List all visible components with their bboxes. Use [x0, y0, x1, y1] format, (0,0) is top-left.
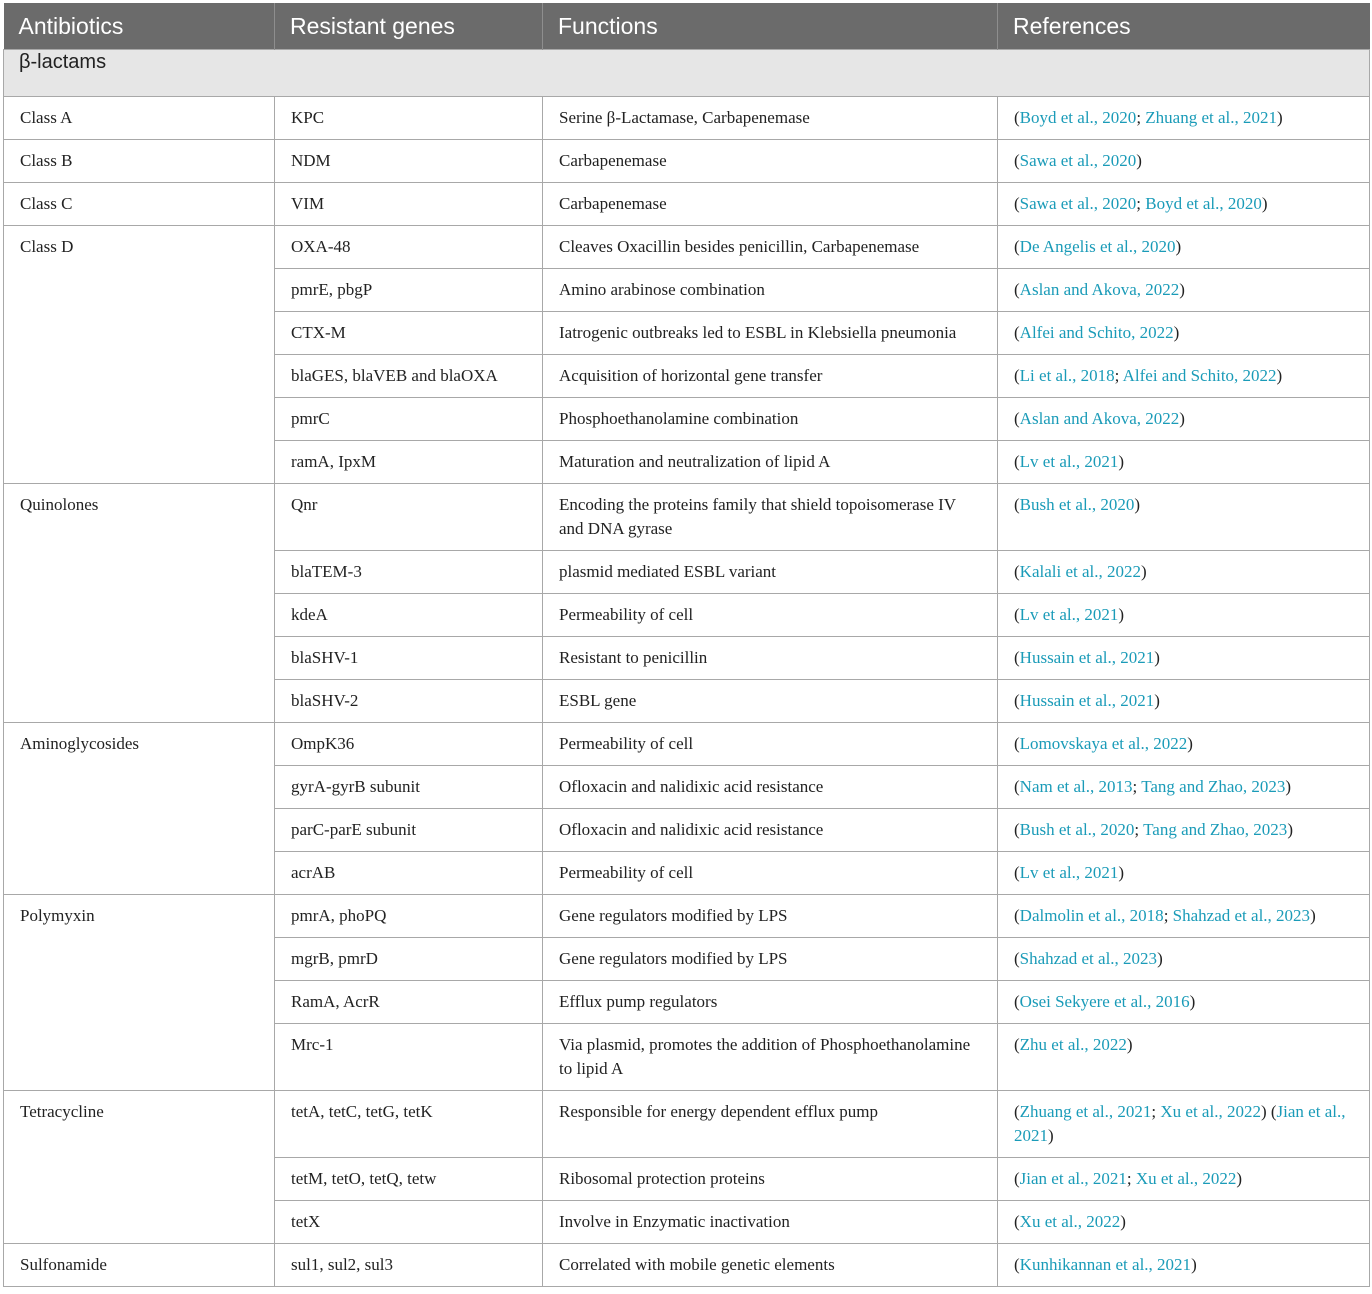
punctuation: ) [1118, 605, 1125, 624]
punctuation: ( [1014, 777, 1020, 796]
function-cell: ESBL gene [543, 680, 998, 723]
punctuation: ( [1266, 1102, 1277, 1121]
punctuation: ( [1014, 194, 1020, 213]
punctuation: ) [1277, 108, 1283, 127]
punctuation: ) [1261, 194, 1268, 213]
reference-link[interactable]: Hussain et al., 2021 [1019, 691, 1155, 710]
reference-link[interactable]: Dalmolin et al., 2018 [1019, 906, 1164, 925]
antibiotic-cell [4, 551, 275, 594]
table-row [4, 1024, 1370, 1091]
reference-cell [998, 484, 1370, 551]
table-row [4, 441, 1370, 484]
reference-link[interactable]: Zhuang et al., 2021 [1145, 108, 1278, 127]
punctuation: ) [1310, 906, 1316, 925]
table-row [4, 766, 1370, 809]
table-row [4, 355, 1370, 398]
function-cell: Iatrogenic outbreaks led to ESBL in Klebsiella pneumonia [543, 312, 998, 355]
gene-cell: OmpK36 [275, 723, 543, 766]
table-row [4, 484, 1370, 551]
reference-link[interactable]: Li et al., 2018 [1019, 366, 1115, 385]
gene-cell: pmrA, phoPQ [275, 895, 543, 938]
punctuation: ( [1014, 409, 1020, 428]
reference-link[interactable]: Sawa et al., 2020 [1019, 151, 1137, 170]
function-cell: Efflux pump regulators [543, 981, 998, 1024]
punctuation: ; [1163, 906, 1173, 925]
reference-link[interactable]: Jian et al., 2021 [1014, 1102, 1346, 1145]
punctuation: ( [1014, 1102, 1020, 1121]
table-row [4, 895, 1370, 938]
punctuation: ; [1126, 1169, 1136, 1188]
reference-cell [998, 183, 1370, 226]
resistance-genes-table [3, 3, 1370, 1287]
antibiotic-cell: Aminoglycosides [4, 723, 275, 766]
table-row [4, 594, 1370, 637]
function-cell: Ofloxacin and nalidixic acid resistance [543, 766, 998, 809]
punctuation: ) [1141, 562, 1147, 581]
antibiotic-cell: Tetracycline [4, 1091, 275, 1158]
table-row [4, 398, 1370, 441]
punctuation: ) [1189, 992, 1196, 1011]
punctuation: ( [1014, 452, 1020, 471]
punctuation: ( [1014, 562, 1020, 581]
gene-cell: parC-parE subunit [275, 809, 543, 852]
gene-cell: Qnr [275, 484, 543, 551]
reference-cell [998, 140, 1370, 183]
antibiotic-cell [4, 594, 275, 637]
punctuation: ) [1134, 495, 1141, 514]
reference-cell [998, 981, 1370, 1024]
function-cell: Via plasmid, promotes the addition of Phosphoethanolamine to lipid A [543, 1024, 998, 1091]
function-cell: Amino arabinose combination [543, 269, 998, 312]
reference-link[interactable]: Jian et al., 2021 [1019, 1169, 1127, 1188]
reference-link[interactable]: Lv et al., 2021 [1019, 863, 1119, 882]
reference-link[interactable]: Tang and Zhao, 2023 [1141, 777, 1286, 796]
punctuation: ( [1014, 1169, 1020, 1188]
antibiotic-cell [4, 809, 275, 852]
reference-cell [998, 1091, 1370, 1158]
table-row [4, 1158, 1370, 1201]
reference-cell [998, 809, 1370, 852]
punctuation: ( [1014, 949, 1020, 968]
punctuation: ( [1014, 734, 1020, 753]
gene-cell: KPC [275, 97, 543, 140]
function-cell: Maturation and neutralization of lipid A [543, 441, 998, 484]
antibiotic-cell [4, 637, 275, 680]
reference-cell [998, 594, 1370, 637]
antibiotic-cell: Class D [4, 226, 275, 269]
reference-link[interactable]: Bush et al., 2020 [1019, 495, 1135, 514]
reference-link[interactable]: Tang and Zhao, 2023 [1143, 820, 1288, 839]
punctuation: ( [1014, 366, 1020, 385]
function-cell: Carbapenemase [543, 140, 998, 183]
gene-cell: blaTEM-3 [275, 551, 543, 594]
reference-link[interactable]: Xu et al., 2022 [1160, 1102, 1261, 1121]
antibiotic-cell [4, 441, 275, 484]
reference-link[interactable]: Sawa et al., 2020 [1019, 194, 1137, 213]
table-row [4, 852, 1370, 895]
punctuation: ; [1132, 777, 1142, 796]
function-cell: Phosphoethanolamine combination [543, 398, 998, 441]
reference-link[interactable]: Aslan and Akova, 2022 [1019, 280, 1180, 299]
gene-cell: CTX-M [275, 312, 543, 355]
function-cell: Carbapenemase [543, 183, 998, 226]
punctuation: ; [1114, 366, 1123, 385]
reference-link[interactable]: Aslan and Akova, 2022 [1019, 409, 1180, 428]
function-cell: Ofloxacin and nalidixic acid resistance [543, 809, 998, 852]
gene-cell: tetA, tetC, tetG, tetK [275, 1091, 543, 1158]
gene-cell: sul1, sul2, sul3 [275, 1244, 543, 1287]
punctuation: ( [1014, 906, 1020, 925]
function-cell: Permeability of cell [543, 594, 998, 637]
table-row [4, 97, 1370, 140]
reference-cell [998, 1201, 1370, 1244]
gene-cell: mgrB, pmrD [275, 938, 543, 981]
table-row [4, 809, 1370, 852]
table-row [4, 269, 1370, 312]
reference-link[interactable]: De Angelis et al., 2020 [1019, 237, 1176, 256]
gene-cell: tetM, tetO, tetQ, tetw [275, 1158, 543, 1201]
reference-cell [998, 895, 1370, 938]
reference-link[interactable]: Zhu et al., 2022 [1019, 1035, 1127, 1054]
antibiotic-cell [4, 398, 275, 441]
punctuation: ( [1014, 151, 1020, 170]
punctuation: ) [1154, 648, 1160, 667]
gene-cell: tetX [275, 1201, 543, 1244]
reference-link[interactable]: Kunhikannan et al., 2021 [1019, 1255, 1192, 1274]
reference-cell [998, 97, 1370, 140]
function-cell: Gene regulators modified by LPS [543, 895, 998, 938]
table-row [4, 183, 1370, 226]
punctuation: ; [1151, 1102, 1161, 1121]
reference-cell [998, 312, 1370, 355]
gene-cell: RamA, AcrR [275, 981, 543, 1024]
gene-cell: blaSHV-1 [275, 637, 543, 680]
function-cell: Acquisition of horizontal gene transfer [543, 355, 998, 398]
reference-cell [998, 723, 1370, 766]
punctuation: ( [1014, 323, 1020, 342]
punctuation: ) [1173, 323, 1180, 342]
table-row [4, 140, 1370, 183]
antibiotic-cell [4, 680, 275, 723]
antibiotic-cell: Class B [4, 140, 275, 183]
antibiotic-cell: Quinolones [4, 484, 275, 551]
punctuation: ( [1014, 648, 1020, 667]
reference-link[interactable]: Lv et al., 2021 [1019, 452, 1119, 471]
antibiotic-cell: Sulfonamide [4, 1244, 275, 1287]
function-cell: Ribosomal protection proteins [543, 1158, 998, 1201]
table-row [4, 637, 1370, 680]
function-cell: Permeability of cell [543, 852, 998, 895]
reference-link[interactable]: Alfei and Schito, 2022 [1019, 323, 1174, 342]
gene-cell: NDM [275, 140, 543, 183]
punctuation: ) [1136, 151, 1142, 170]
section-title: β-lactams [4, 50, 1370, 97]
function-cell: plasmid mediated ESBL variant [543, 551, 998, 594]
function-cell: Cleaves Oxacillin besides penicillin, Carbapenemase [543, 226, 998, 269]
reference-link[interactable]: Bush et al., 2020 [1019, 820, 1135, 839]
punctuation: ) [1276, 366, 1283, 385]
column-header-resistant-genes: Resistant genes [275, 3, 543, 50]
gene-cell: kdeA [275, 594, 543, 637]
gene-cell: pmrC [275, 398, 543, 441]
reference-link[interactable]: Boyd et al., 2020 [1145, 194, 1262, 213]
punctuation: ) [1236, 1169, 1243, 1188]
antibiotic-cell [4, 355, 275, 398]
function-cell: Encoding the proteins family that shield topoisomerase IV and DNA gyrase [543, 484, 998, 551]
reference-cell [998, 398, 1370, 441]
reference-link[interactable]: Lomovskaya et al., 2022 [1019, 734, 1188, 753]
reference-cell [998, 680, 1370, 723]
function-cell: Involve in Enzymatic inactivation [543, 1201, 998, 1244]
function-cell: Permeability of cell [543, 723, 998, 766]
reference-cell [998, 551, 1370, 594]
table-row [4, 938, 1370, 981]
antibiotic-cell: Class C [4, 183, 275, 226]
punctuation: ) [1260, 1102, 1267, 1121]
gene-cell: gyrA-gyrB subunit [275, 766, 543, 809]
reference-cell [998, 1158, 1370, 1201]
gene-cell: pmrE, pbgP [275, 269, 543, 312]
table-row [4, 680, 1370, 723]
punctuation: ; [1134, 820, 1144, 839]
header-row [4, 3, 1370, 50]
antibiotic-cell [4, 938, 275, 981]
punctuation: ( [1014, 280, 1020, 299]
reference-cell [998, 355, 1370, 398]
reference-link[interactable]: Hussain et al., 2021 [1019, 648, 1155, 667]
punctuation: ( [1014, 863, 1020, 882]
reference-link[interactable]: Osei Sekyere et al., 2016 [1019, 992, 1190, 1011]
antibiotic-cell [4, 981, 275, 1024]
punctuation: ( [1014, 992, 1020, 1011]
punctuation: ( [1014, 820, 1020, 839]
punctuation: ) [1118, 863, 1125, 882]
reference-link[interactable]: Nam et al., 2013 [1019, 777, 1133, 796]
reference-cell [998, 1024, 1370, 1091]
table-row [4, 226, 1370, 269]
reference-cell [998, 226, 1370, 269]
antibiotic-cell [4, 852, 275, 895]
reference-link[interactable]: Boyd et al., 2020 [1019, 108, 1137, 127]
function-cell: Correlated with mobile genetic elements [543, 1244, 998, 1287]
punctuation: ) [1187, 734, 1193, 753]
reference-link[interactable]: Shahzad et al., 2023 [1019, 949, 1158, 968]
table-row [4, 1244, 1370, 1287]
function-cell: Resistant to penicillin [543, 637, 998, 680]
punctuation: ) [1287, 820, 1293, 839]
punctuation: ) [1154, 691, 1160, 710]
table-row [4, 1091, 1370, 1158]
table-row [4, 1201, 1370, 1244]
reference-link[interactable]: Zhuang et al., 2021 [1019, 1102, 1152, 1121]
section-row [4, 50, 1370, 97]
gene-cell: ramA, IpxM [275, 441, 543, 484]
antibiotic-cell [4, 312, 275, 355]
punctuation: ) [1120, 1212, 1126, 1231]
reference-link[interactable]: Alfei and Schito, 2022 [1122, 366, 1277, 385]
punctuation: ) [1157, 949, 1163, 968]
antibiotic-cell [4, 1201, 275, 1244]
column-header-functions: Functions [543, 3, 998, 50]
function-cell: Serine β-Lactamase, Carbapenemase [543, 97, 998, 140]
gene-cell: blaSHV-2 [275, 680, 543, 723]
antibiotic-cell [4, 1158, 275, 1201]
gene-cell: VIM [275, 183, 543, 226]
reference-cell [998, 1244, 1370, 1287]
punctuation: ( [1014, 1212, 1020, 1231]
punctuation: ) [1048, 1126, 1054, 1145]
function-cell: Responsible for energy dependent efflux pump [543, 1091, 998, 1158]
punctuation: ( [1014, 237, 1020, 256]
punctuation: ( [1014, 495, 1020, 514]
gene-cell: OXA-48 [275, 226, 543, 269]
punctuation: ) [1179, 409, 1185, 428]
table-row [4, 551, 1370, 594]
reference-cell [998, 938, 1370, 981]
punctuation: ) [1118, 452, 1125, 471]
punctuation: ( [1014, 1035, 1020, 1054]
punctuation: ( [1014, 108, 1020, 127]
reference-cell [998, 441, 1370, 484]
function-cell: Gene regulators modified by LPS [543, 938, 998, 981]
punctuation: ) [1126, 1035, 1133, 1054]
punctuation: ( [1014, 691, 1020, 710]
column-header-references: References [998, 3, 1370, 50]
reference-cell [998, 852, 1370, 895]
reference-link[interactable]: Lv et al., 2021 [1019, 605, 1119, 624]
antibiotic-cell: Class A [4, 97, 275, 140]
table-row [4, 312, 1370, 355]
antibiotic-cell [4, 269, 275, 312]
reference-link[interactable]: Xu et al., 2022 [1019, 1212, 1121, 1231]
table-row [4, 981, 1370, 1024]
antibiotic-cell [4, 1024, 275, 1091]
gene-cell: acrAB [275, 852, 543, 895]
punctuation: ; [1136, 194, 1146, 213]
punctuation: ) [1285, 777, 1292, 796]
reference-link[interactable]: Kalali et al., 2022 [1019, 562, 1141, 581]
antibiotic-cell [4, 766, 275, 809]
reference-cell [998, 637, 1370, 680]
table-row [4, 723, 1370, 766]
punctuation: ( [1014, 1255, 1020, 1274]
punctuation: ) [1175, 237, 1182, 256]
punctuation: ) [1191, 1255, 1197, 1274]
punctuation: ) [1179, 280, 1185, 299]
gene-cell: Mrc-1 [275, 1024, 543, 1091]
antibiotic-cell: Polymyxin [4, 895, 275, 938]
reference-cell [998, 766, 1370, 809]
gene-cell: blaGES, blaVEB and blaOXA [275, 355, 543, 398]
punctuation: ; [1136, 108, 1146, 127]
punctuation: ( [1014, 605, 1020, 624]
reference-cell [998, 269, 1370, 312]
column-header-antibiotics: Antibiotics [4, 3, 275, 50]
reference-link[interactable]: Shahzad et al., 2023 [1172, 906, 1311, 925]
reference-link[interactable]: Xu et al., 2022 [1135, 1169, 1237, 1188]
